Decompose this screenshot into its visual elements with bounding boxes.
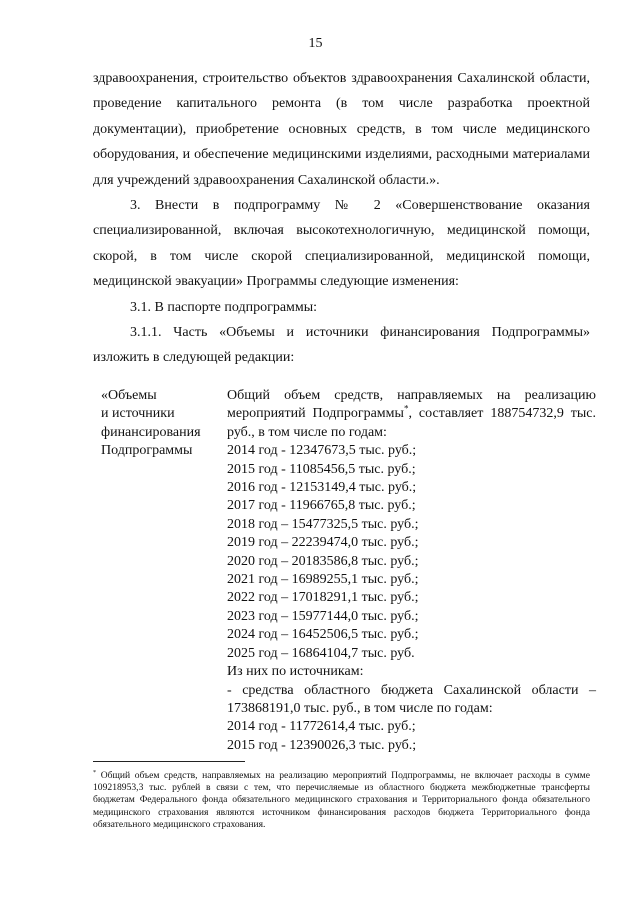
year-row: 2019 год – 22239474,0 тыс. руб.; <box>227 535 419 551</box>
year-row: 2016 год - 12153149,4 тыс. руб.; <box>227 480 417 496</box>
total-volume-intro: Общий объем средств, направляемых на реализацию мероприятий Подпрограммы <box>227 388 596 422</box>
financing-values <box>227 387 596 755</box>
regional-budget-text: - средства областного бюджета Сахалинской области – 173868191,0 тыс. руб., в том числе по годам: <box>227 682 596 716</box>
year-row: 2015 год - 11085456,5 тыс. руб.; <box>227 461 416 477</box>
body-text <box>93 66 590 371</box>
label-line: финансирования <box>101 424 201 440</box>
paragraph-item-3-1: 3.1. В паспорте подпрограммы: <box>130 299 318 315</box>
page-number: 15 <box>308 36 323 51</box>
year-row: 2014 год - 12347673,5 тыс. руб.; <box>227 443 417 459</box>
sources-heading: Из них по источникам: <box>227 664 364 680</box>
year-row: 2018 год – 15477325,5 тыс. руб.; <box>227 516 419 532</box>
label-line: «Объемы <box>101 388 157 403</box>
label-line: и источники <box>101 406 175 422</box>
year-row: 2017 год - 11966765,8 тыс. руб.; <box>227 498 416 514</box>
footnote-divider <box>93 761 245 762</box>
year-row: 2024 год – 16452506,5 тыс. руб.; <box>227 627 419 643</box>
label-line: Подпрограммы <box>101 443 193 459</box>
year-row: 2020 год – 20183586,8 тыс. руб.; <box>227 553 419 569</box>
footnote <box>93 770 590 831</box>
paragraph-item-3: 3. Внести в подпрограмму № 2 «Совершенствование оказания специализированной, включая высокотехнологичную, медицинской помощи, скорой, в том числе скорой специализированной, медицинской помощи, медицинской эвакуации» Программы следующие изменения: <box>93 198 590 290</box>
year-row: 2021 год – 16989255,1 тыс. руб.; <box>227 572 419 588</box>
regional-year-row: 2014 год - 11772614,4 тыс. руб.; <box>227 719 416 735</box>
year-row: 2023 год – 15977144,0 тыс. руб.; <box>227 608 419 624</box>
footnote-mark: * <box>93 768 97 776</box>
paragraph-continuation: здравоохранения, строительство объектов здравоохранения Сахалинской области, проведение капитального ремонта (в том числе разработка проектной документации), приобретение основных средств, в том числе медицинского оборудования, и обеспечение медицинскими изделиями, расходными материалами для учреждений здравоохранения Сахалинской области.». <box>93 71 590 188</box>
footnote-mark: * <box>403 403 409 414</box>
total-volume-text <box>227 387 596 442</box>
total-volume-amount: , составляет 188754732,9 тыс. руб., в том числе по годам: <box>227 406 596 440</box>
year-row: 2025 год – 16864104,7 тыс. руб. <box>227 645 415 661</box>
regional-year-row: 2015 год - 12390026,3 тыс. руб.; <box>227 737 417 753</box>
year-row: 2022 год – 17018291,1 тыс. руб.; <box>227 590 419 606</box>
paragraph-item-3-1-1: 3.1.1. Часть «Объемы и источники финансирования Подпрограммы» изложить в следующей редакции: <box>93 325 590 366</box>
footnote-text: Общий объем средств, направляемых на реализацию мероприятий Подпрограммы, не включает расходы в сумме 109218953,3 тыс. рублей в связи с тем, что перечисляемые из областного бюджета межбюджетные трансферты бюджетам Федерального фонда обязательного медицинского страхования и Территориального фонда обязательного медицинского страхования являются источником финансирования расходов бюджета Территориального фонда обязательного медицинского страхования. <box>93 770 590 830</box>
financing-label <box>101 387 221 461</box>
